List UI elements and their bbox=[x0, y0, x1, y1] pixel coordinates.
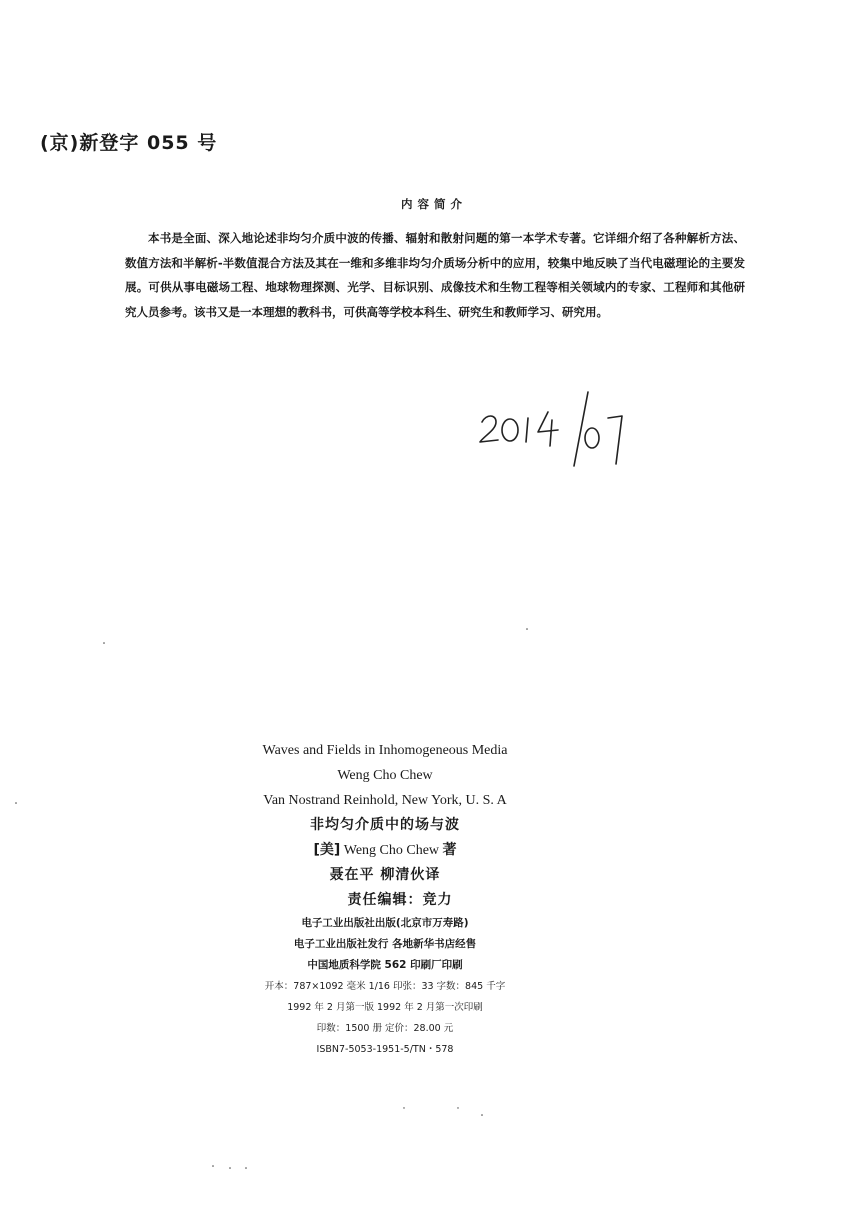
english-title: Waves and Fields in Inhomogeneous Media bbox=[262, 743, 508, 758]
responsible-editor: 责任编辑：竞力 bbox=[347, 892, 453, 908]
summary-paragraph: 本书是全面、深入地论述非均匀介质中波的传播、辐射和散射问题的第一本学术专著。它详细介绍了各种解析方法、数值方法和半解析-半数值混合方法及其在一维和多维非均匀介质场分析中的应用，较集中地反映了当代电磁理论的主要发展。可供从事电磁场工程、地球物理探测、光学、目标识别、成像技术和生物工程等相关领域内的专家、工程师和其他研究人员参考。该书又是一本理想的教科书，可供高等学校本科生、研究生和教师学习、研究用。 bbox=[125, 231, 745, 319]
printer-line: 中国地质科学院 562 印刷厂印刷 bbox=[307, 959, 463, 971]
english-author: Weng Cho Chew bbox=[337, 768, 433, 783]
edition-line: 1992 年 2 月第一版 1992 年 2 月第一次印刷 bbox=[287, 1002, 483, 1013]
english-publisher: Van Nostrand Reinhold, New York, U. S. A bbox=[263, 793, 507, 808]
print-run-line: 印数：1500 册 定价：28.00 元 bbox=[316, 1023, 454, 1034]
isbn-line: ISBN7-5053-1951-5/TN・578 bbox=[316, 1044, 454, 1055]
publisher-line: 电子工业出版社出版(北京市万寿路) bbox=[301, 917, 469, 929]
author-suffix: 著 bbox=[442, 842, 457, 858]
registration-number: (京)新登字 055 号 bbox=[40, 132, 218, 154]
author-country: [美] bbox=[313, 842, 341, 858]
summary-heading: 内容简介 bbox=[401, 197, 467, 211]
translators: 聂在平 柳清伙译 bbox=[329, 867, 441, 883]
chinese-title: 非均匀介质中的场与波 bbox=[310, 817, 460, 833]
distributor-line: 电子工业出版社发行 各地新华书店经售 bbox=[293, 938, 477, 950]
author-name: Weng Cho Chew bbox=[343, 843, 440, 858]
format-line: 开本：787×1092 毫米 1/16 印张：33 字数：845 千字 bbox=[264, 981, 506, 992]
